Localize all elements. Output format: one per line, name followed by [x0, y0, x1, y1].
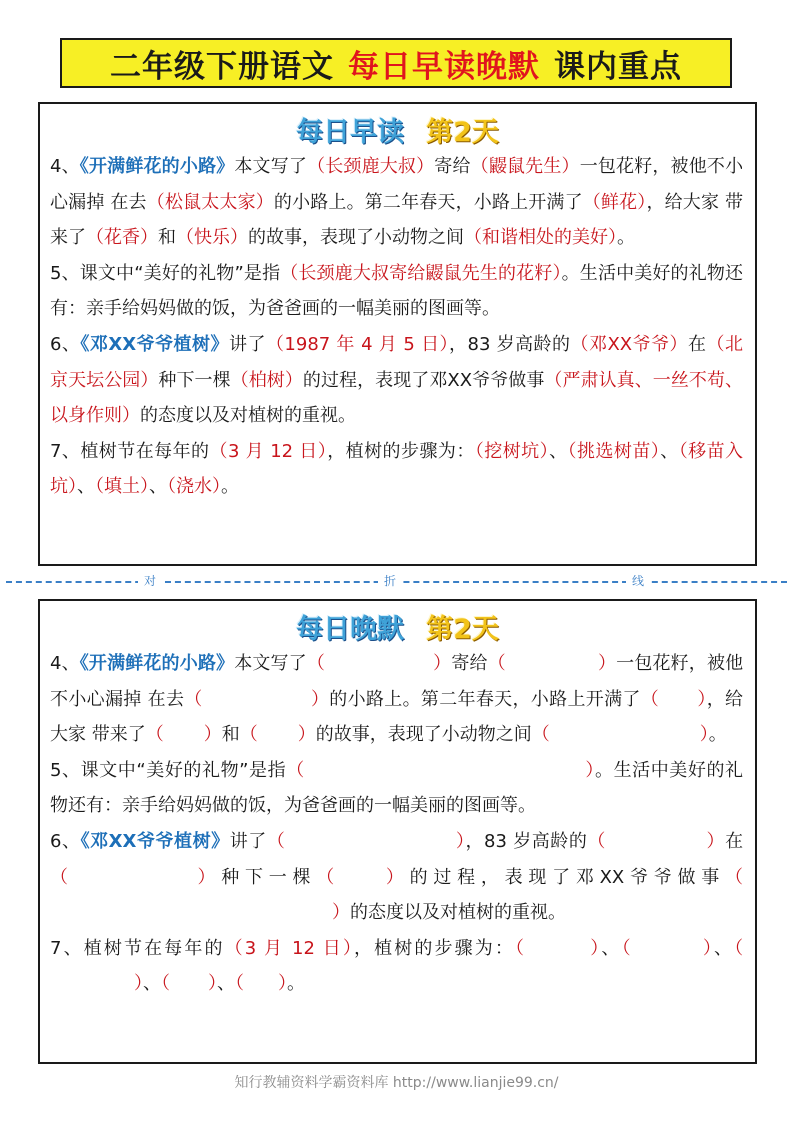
evening-title [40, 607, 755, 646]
text: 讲了 [228, 333, 266, 355]
blank[interactable]: （ ） [161, 973, 217, 995]
text: 、 [601, 937, 622, 959]
answer: （3 月 12 日） [209, 440, 328, 462]
page-footer: 知行教辅资料学霸资料库 http://www.lianjie99.cn/ [234, 1075, 559, 1091]
item-number: 4、 [50, 156, 80, 177]
evening-item-7 [50, 931, 743, 1002]
book-title: 《开满鲜花的小路》 [79, 156, 235, 177]
text: 5、课文中“美好的礼物”是指 [50, 262, 281, 284]
blank[interactable]: （ ） [50, 866, 222, 888]
evening-item-5 [50, 753, 743, 824]
evening-title-day: 第2天 [426, 614, 499, 645]
answer: （3 月 12 日） [224, 937, 354, 959]
text: 。 [708, 724, 727, 746]
text: 本文写了 [234, 653, 307, 674]
evening-item-4 [50, 646, 743, 753]
text: 。生活中美好的礼物还有：亲手给妈妈做的饭，为爸爸画的一幅美丽的图画等。 [50, 759, 744, 817]
answer: （快乐） [176, 227, 248, 249]
answer: （松鼠太太家） [146, 191, 274, 213]
morning-title [40, 110, 755, 149]
banner-highlight: 每日早读晚默 [348, 48, 540, 85]
fold-label-2: 折 [378, 572, 402, 590]
answer: （挑选树苗） [567, 440, 661, 462]
text: ，给大家 带来了 [50, 191, 743, 249]
blank[interactable]: （ ） [316, 866, 410, 888]
text: 和 [158, 227, 176, 249]
text: ，给大家 带来了 [50, 688, 744, 746]
blank[interactable]: （） [134, 937, 744, 995]
text: 在 [688, 333, 707, 355]
text: 、 [77, 476, 95, 498]
text: 。生活中美好的礼物还有：亲手给妈妈做的饭，为爸爸画的一幅美丽的图画等。 [50, 262, 743, 320]
item-number: 6、 [50, 333, 81, 355]
text: 和 [221, 724, 240, 746]
morning-item-7 [50, 434, 743, 505]
text: ，植树的步骤为： [354, 937, 516, 959]
answer: （移苗入坑） [50, 440, 744, 498]
answer: （1987 年 4 月 5 日） [265, 333, 450, 355]
morning-title-day: 第2天 [426, 117, 499, 148]
text: 种下一棵 [158, 369, 231, 391]
answer: （长颈鹿大叔寄给鼹鼠先生的花籽） [280, 262, 562, 284]
text: ，83 岁高龄的 [449, 333, 571, 355]
text: 的故事，表现了小动物之间 [248, 227, 464, 249]
answer: （挖树坑） [474, 440, 550, 462]
answer: （北京天坛公园） [50, 333, 744, 391]
book-title: 《邓XX爷爷植树》 [80, 830, 230, 852]
blank[interactable]: （ ） [235, 973, 287, 995]
text: 。 [617, 227, 635, 249]
morning-item-5 [50, 256, 743, 327]
text: ，83 岁高龄的 [465, 830, 588, 852]
blank[interactable]: （ ） [587, 830, 726, 852]
text: 。 [221, 476, 239, 498]
evening-title-main: 每日晚默 [296, 614, 405, 645]
fold-label-3: 线 [626, 572, 650, 590]
text: 的过程，表现了邓XX爷爷做事 [409, 866, 726, 888]
blank[interactable]: （ ） [531, 724, 709, 746]
text: 寄给 [434, 156, 471, 177]
blank[interactable]: （ ） [621, 937, 714, 959]
answer: （鼹鼠先生） [470, 156, 580, 177]
item-number: 6、 [50, 830, 81, 852]
text: 、 [149, 476, 167, 498]
text: 讲了 [229, 830, 267, 852]
evening-dictation-box [38, 599, 757, 1064]
blank[interactable]: （ ） [306, 653, 452, 674]
answer: （和谐相处的美好） [464, 227, 617, 249]
text: 。 [287, 973, 305, 995]
blank[interactable]: （ ） [515, 937, 602, 959]
text: 7、植树节在每年的 [50, 937, 225, 959]
text: 本文写了 [234, 156, 308, 177]
answer: （填土） [95, 476, 149, 498]
text: 一包花籽，被他不小心漏掉 在去 [50, 156, 744, 213]
text: 在 [725, 830, 744, 852]
text: 的过程，表现了邓XX爷爷做事 [302, 369, 545, 391]
answer: （邓XX爷爷） [570, 333, 689, 355]
evening-content [50, 646, 743, 1002]
fold-label-1: 对 [138, 572, 162, 590]
blank[interactable]: （ ） [266, 830, 466, 852]
text: 5、课文中“美好的礼物”是指 [50, 759, 287, 781]
text: 、 [143, 973, 161, 995]
morning-content [50, 149, 743, 505]
text: 、 [549, 440, 568, 462]
text: 寄给 [451, 653, 488, 674]
item-number: 4、 [50, 653, 80, 674]
page-banner [60, 38, 732, 88]
blank[interactable]: （ ） [286, 759, 595, 781]
text: 、 [660, 440, 679, 462]
text: 、 [713, 937, 735, 959]
blank[interactable]: （ ） [487, 653, 617, 674]
morning-item-6 [50, 327, 743, 434]
answer: （长颈鹿大叔） [307, 156, 435, 177]
book-title: 《邓XX爷爷植树》 [80, 333, 229, 355]
text: 7、植树节在每年的 [50, 440, 210, 462]
text: 的故事，表现了小动物之间 [315, 724, 532, 746]
answer: （浇水） [167, 476, 221, 498]
banner-topic: 课内重点 [554, 48, 682, 85]
text: 一包花籽，被他不小心漏掉 在去 [50, 653, 744, 710]
blank[interactable]: （ ） [145, 724, 222, 746]
banner-grade: 二年级下册语文 [110, 48, 334, 85]
text: 的小路上。第二年春天，小路上开满了 [329, 688, 641, 710]
morning-title-main: 每日早读 [296, 117, 405, 148]
book-title: 《开满鲜花的小路》 [79, 653, 235, 674]
morning-item-4 [50, 149, 743, 256]
evening-item-6 [50, 824, 743, 931]
morning-reading-box [38, 102, 757, 566]
text: 的小路上。第二年春天，小路上开满了 [273, 191, 583, 213]
answer: （柏树） [230, 369, 303, 391]
blank[interactable]: （ ） [184, 688, 330, 710]
text: 的态度以及对植树的重视。 [350, 902, 566, 924]
fold-line [0, 572, 793, 592]
answer: （花香） [86, 227, 158, 249]
blank[interactable]: （） [332, 866, 744, 924]
text: 、 [217, 973, 235, 995]
text: ，植树的步骤为： [327, 440, 475, 462]
answer: （鲜花） [582, 191, 647, 213]
blank[interactable]: （ ） [239, 724, 316, 746]
answer: （严肃认真、一丝不苟、以身作则） [50, 369, 744, 427]
blank[interactable]: （ ） [640, 688, 707, 710]
text: 种下一棵 [221, 866, 317, 888]
text: 的态度以及对植树的重视。 [140, 405, 356, 427]
